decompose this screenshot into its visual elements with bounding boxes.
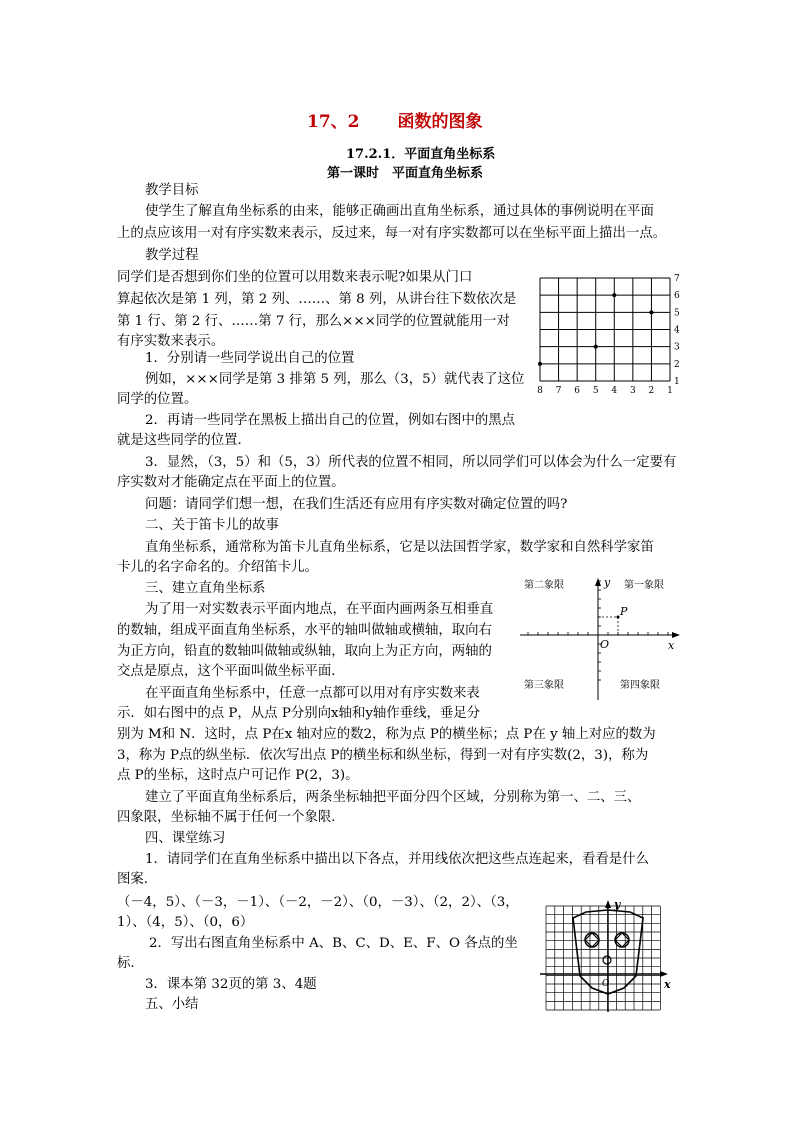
face-y-arrow xyxy=(605,900,611,908)
face-grid-figure xyxy=(538,896,676,1014)
origin-label: O xyxy=(600,638,610,651)
row-label: 1 xyxy=(674,377,680,387)
text-line: 同学的位置。 xyxy=(117,392,198,407)
y-axis-arrow xyxy=(595,578,601,586)
title-number: 17、2 xyxy=(307,112,360,132)
left-eye xyxy=(585,933,599,947)
face-x-arrow xyxy=(660,971,668,977)
row-label: 3 xyxy=(674,342,680,353)
text-line: 教学目标 xyxy=(145,183,199,198)
text-line: （－4，5）、（－3，－1）、（－2，－2）、（0，－3）、（2，2）、（3， xyxy=(117,895,519,910)
right-eye xyxy=(615,933,629,947)
column-label: 4 xyxy=(611,386,618,396)
seat-point xyxy=(649,310,653,314)
row-label: 7 xyxy=(674,274,680,284)
quadrant-2-label: 第二象限 xyxy=(524,580,564,591)
row-label: 2 xyxy=(674,359,680,370)
text-line: 二、关于笛卡儿的故事 xyxy=(145,518,279,533)
text-line: 交点是原点，这个平面叫做坐标平面． xyxy=(117,664,345,679)
row-label: 6 xyxy=(674,291,680,302)
text-line: 就是这些同学的位置． xyxy=(117,433,251,448)
text-line: 1．请同学们在直角坐标系中描出以下各点，并用线依次把这些点连起来，看看是什么 xyxy=(145,852,649,867)
text-line: 算起依次是第 1 列，第 2 列、……、第 8 列，从讲台往下数依次是 xyxy=(117,292,517,307)
x-axis-arrow xyxy=(672,632,680,638)
point-p-label: P xyxy=(620,605,628,618)
column-label: 7 xyxy=(555,386,562,396)
x-axis-label: x xyxy=(668,639,675,652)
quadrant-3-label: 第三象限 xyxy=(524,680,564,691)
text-line: 有序实数来表示。 xyxy=(117,334,225,349)
seat-point xyxy=(594,345,598,349)
coordinate-system-figure xyxy=(514,574,686,702)
column-label: 8 xyxy=(537,386,543,396)
text-line: 同学们是否想到你们坐的位置可以用数来表示呢?如果从门口 xyxy=(117,270,473,285)
text-line: 2．再请一些同学在黑板上描出自己的位置，例如右图中的黑点 xyxy=(145,413,516,428)
row-label: 5 xyxy=(674,308,680,319)
title-text: 函数的图象 xyxy=(397,112,483,132)
grid-lines xyxy=(540,278,670,381)
face-origin-label: O xyxy=(602,979,610,989)
text-line: 在平面直角坐标系中，任意一点都可以用对有序实数来表 xyxy=(145,686,480,701)
text-line: 卡儿的名字命名的。介绍笛卡儿。 xyxy=(117,560,318,575)
text-line: 3．显然，（3，5）和（5，3）所代表的位置不相同，所以同学们可以体会为什么一定要有 xyxy=(145,455,677,470)
text-line: 建立了平面直角坐标系后，两条坐标轴把平面分四个区域，分别称为第一、二、三、 xyxy=(145,790,641,805)
text-line: 四、课堂练习 xyxy=(145,831,226,846)
column-label: 2 xyxy=(648,386,655,396)
text-line: 序实数对才能确定点在平面上的位置。 xyxy=(117,475,345,490)
text-line: 四象限，坐标轴不属于任何一个象限． xyxy=(117,810,345,825)
section-subtitle: 17.2.1．平面直角坐标系 xyxy=(346,147,496,162)
text-line: 为了用一对实数表示平面内地点，在平面内画两条互相垂直 xyxy=(145,602,494,617)
text-line: 1）、（4，5）、（0，6） xyxy=(117,915,254,930)
face-x-label: x xyxy=(664,978,671,991)
seat-point xyxy=(538,362,542,366)
text-line: 为正方向，铅直的数轴叫做轴或纵轴，取向上为正方向，两轴的 xyxy=(117,644,492,659)
face-y-label: y xyxy=(614,898,621,911)
text-line: 3，称为 P点的纵坐标．依次写出点 P的横坐标和纵坐标，得到一对有序实数(2，3)，称为 xyxy=(117,748,649,763)
text-line: 标． xyxy=(117,956,144,971)
quadrant-4-label: 第四象限 xyxy=(620,680,660,691)
row-label: 4 xyxy=(674,325,680,336)
seat-point xyxy=(612,293,616,297)
text-line: 教学过程 xyxy=(145,248,199,263)
lesson-subtitle: 第一课时 平面直角坐标系 xyxy=(327,166,484,181)
text-line: 示．如右图中的点 P，从点 P分别向x轴和y轴作垂线，垂足分 xyxy=(117,706,481,721)
nose xyxy=(603,956,611,964)
text-line: 直角坐标系，通常称为笛卡儿直角坐标系，它是以法国哲学家，数学家和自然科学家笛 xyxy=(145,540,654,555)
text-line: 问题：请同学们想一想，在我们生活还有应用有序实数对确定位置的吗? xyxy=(145,497,568,512)
text-line: 第 1 行、第 2 行、……第 7 行，那么×××同学的位置就能用一对 xyxy=(117,314,510,329)
y-axis-label: y xyxy=(604,576,611,589)
text-line: 三、建立直角坐标系 xyxy=(145,581,266,596)
text-line: 1．分别请一些同学说出自己的位置 xyxy=(145,351,355,366)
seating-grid-figure xyxy=(536,272,684,400)
column-label: 6 xyxy=(574,386,581,396)
quadrant-1-label: 第一象限 xyxy=(624,580,664,591)
page-title xyxy=(307,107,483,132)
text-line: 的数轴，组成平面直角坐标系，水平的轴叫做轴或横轴，取向右 xyxy=(117,623,492,638)
text-line: 点 P的坐标，这时点户可记作 P(2，3)。 xyxy=(117,768,359,783)
text-line: 上的点应该用一对有序实数来表示，反过来，每一对有序实数都可以在坐标平面上描出一点。 xyxy=(117,226,667,241)
text-line: 使学生了解直角坐标系的由来，能够正确画出直角坐标系，通过具体的事例说明在平面 xyxy=(145,204,654,219)
column-label: 1 xyxy=(667,386,673,396)
text-line: 图案． xyxy=(117,872,158,887)
text-line: 3．课本第 32页的第 3、4题 xyxy=(145,977,317,992)
text-line: 2．写出右图直角坐标系中 A、B、C、D、E、F、O 各点的坐 xyxy=(149,936,518,951)
column-label: 5 xyxy=(592,386,599,396)
text-line: 五、小结 xyxy=(145,997,199,1012)
text-line: 别为 M和 N．这时，点 P在x 轴对应的数2，称为点 P的横坐标；点 P在 y 轴上对应的数为 xyxy=(117,727,656,742)
column-label: 3 xyxy=(629,386,636,396)
text-line: 例如，×××同学是第 3 排第 5 列，那么（3，5）就代表了这位 xyxy=(145,372,525,387)
